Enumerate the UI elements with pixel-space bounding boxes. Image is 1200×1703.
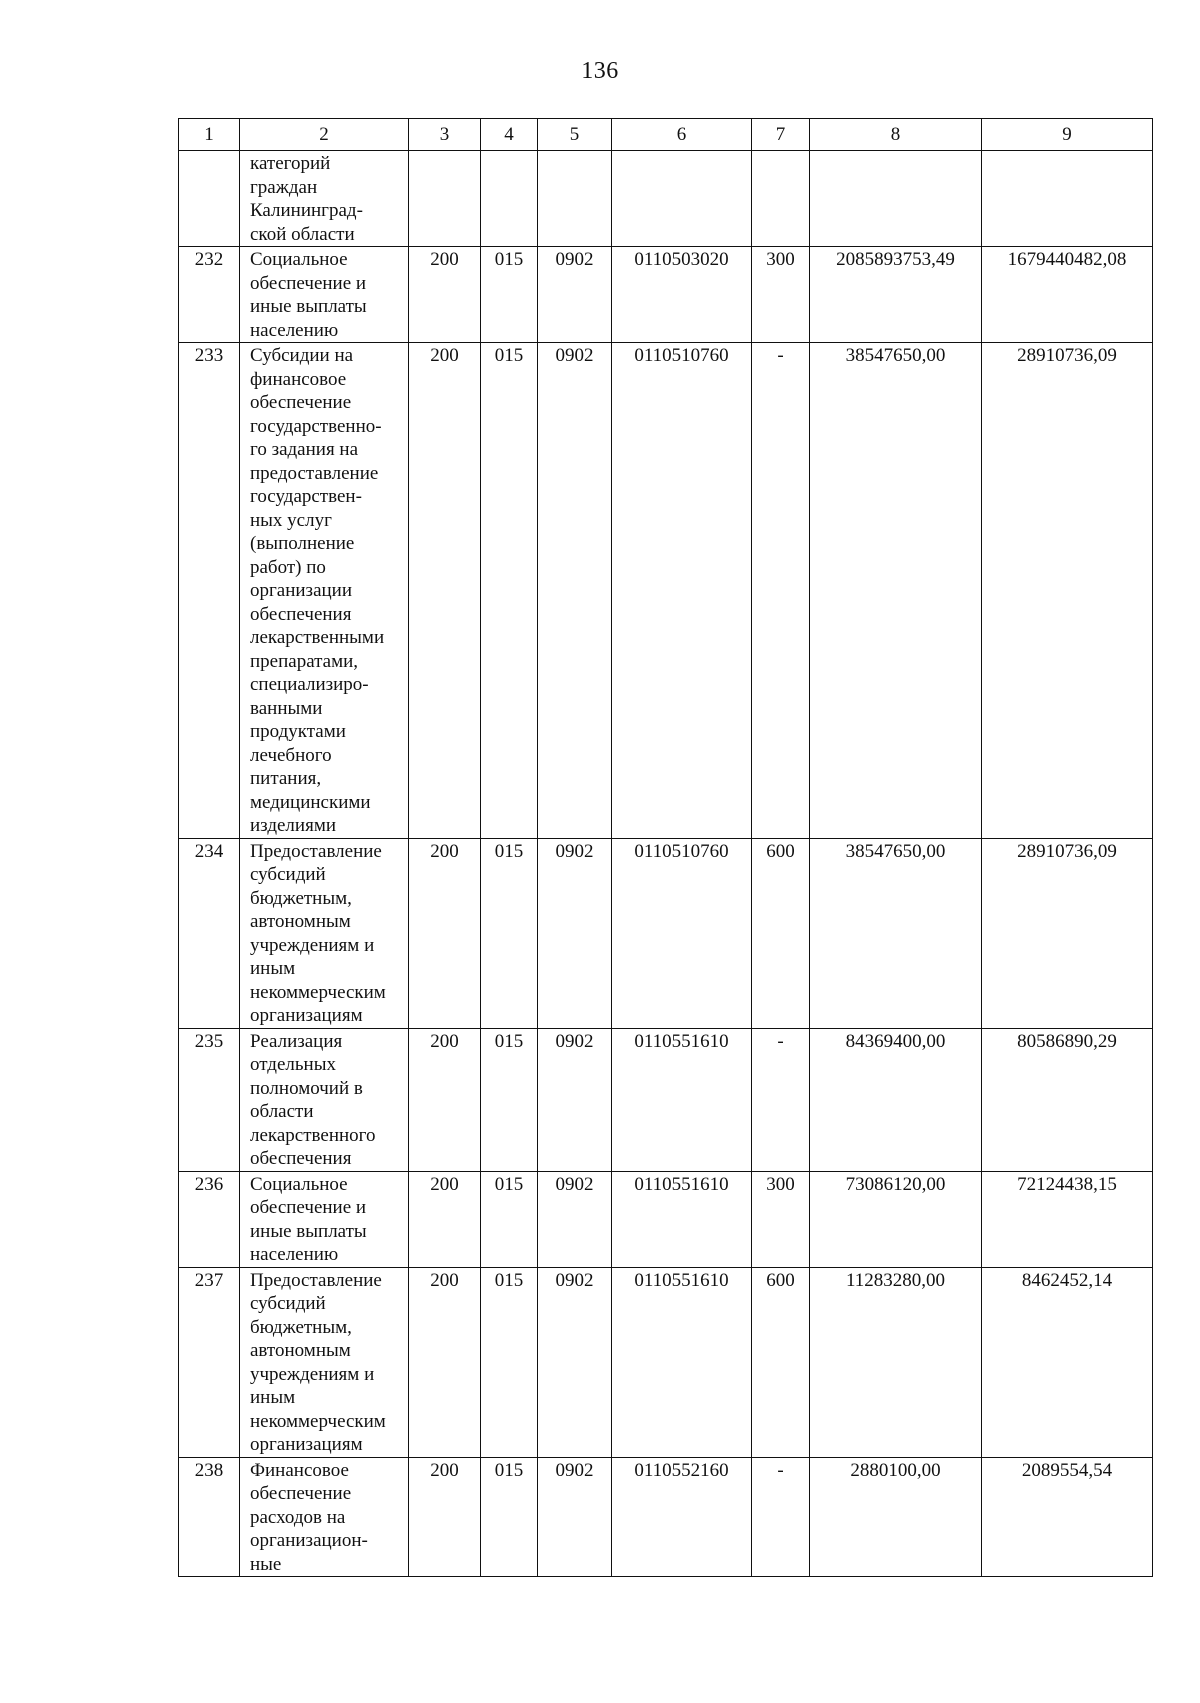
description-line: автономным — [250, 911, 351, 932]
amount-cell: 2880100,00 — [810, 1457, 982, 1577]
description-line: обеспечение и — [250, 272, 367, 294]
cell — [752, 151, 810, 247]
description-line: Субсидии на — [250, 345, 354, 366]
code-cell: 015 — [481, 1457, 538, 1577]
description-line: лекарственными — [250, 627, 385, 648]
code-cell: 0902 — [538, 1457, 612, 1577]
page-number: 136 — [581, 58, 619, 84]
description-line: некоммерческим — [250, 981, 386, 1003]
table-row — [179, 1028, 1153, 1171]
description-line: ванными — [250, 697, 323, 719]
amount-cell: 38547650,00 — [810, 343, 982, 839]
amount-cell: 73086120,00 — [810, 1171, 982, 1267]
description-line: некоммерческим — [250, 1410, 386, 1432]
column-header: 4 — [481, 119, 538, 151]
cell — [612, 151, 752, 247]
code-cell: 015 — [481, 1267, 538, 1457]
description-line: ных услуг — [250, 509, 332, 531]
description-line: го задания на — [250, 439, 359, 460]
description-line: населению — [250, 319, 339, 341]
code-cell: - — [752, 1457, 810, 1577]
description-line: Социальное — [250, 249, 348, 270]
code-cell: 0110551610 — [612, 1171, 752, 1267]
amount-cell: 84369400,00 — [810, 1028, 982, 1171]
cell — [538, 151, 612, 247]
description-line: питания, — [250, 768, 322, 789]
description-line: Реализация — [250, 1030, 343, 1052]
code-cell: 015 — [481, 838, 538, 1028]
cell — [409, 151, 481, 247]
description-line: работ) по — [250, 556, 326, 578]
description-line: (выполнение — [250, 533, 355, 554]
amount-cell: 72124438,15 — [982, 1171, 1153, 1267]
amount-cell: 11283280,00 — [810, 1267, 982, 1457]
description-line: автономным — [250, 1340, 351, 1361]
column-header: 9 — [982, 119, 1153, 151]
row-number-cell: 234 — [179, 838, 240, 1028]
cell — [982, 151, 1153, 247]
row-number-cell: 237 — [179, 1267, 240, 1457]
description-line: организации — [250, 580, 353, 601]
code-cell: 200 — [409, 1028, 481, 1171]
row-number-cell: 232 — [179, 247, 240, 343]
amount-cell: 2085893753,49 — [810, 247, 982, 343]
column-header: 2 — [240, 119, 409, 151]
table-row — [179, 1171, 1153, 1267]
code-cell: - — [752, 1028, 810, 1171]
description-line: продуктами — [250, 721, 346, 742]
amount-cell: 2089554,54 — [982, 1457, 1153, 1577]
description-line: препаратами, — [250, 650, 359, 672]
cell — [810, 151, 982, 247]
code-cell: 200 — [409, 1267, 481, 1457]
description-line: обеспечение — [250, 1483, 352, 1504]
row-number-cell: 236 — [179, 1171, 240, 1267]
code-cell: 200 — [409, 838, 481, 1028]
description-line: иные выплаты — [250, 296, 367, 317]
code-cell: 0110551610 — [612, 1028, 752, 1171]
description-cell — [240, 343, 409, 839]
code-cell: 0902 — [538, 1171, 612, 1267]
description-line: обеспечение — [250, 392, 352, 413]
description-cell — [240, 151, 409, 247]
code-cell: 0902 — [538, 1028, 612, 1171]
code-cell: 200 — [409, 247, 481, 343]
continuation-row — [179, 151, 1153, 247]
description-line: отдельных — [250, 1054, 336, 1075]
description-line: специализиро- — [250, 674, 369, 695]
amount-cell: 28910736,09 — [982, 838, 1153, 1028]
row-number-cell: 238 — [179, 1457, 240, 1577]
description-line: Калининград- — [250, 200, 363, 221]
column-header: 8 — [810, 119, 982, 151]
table-row — [179, 1267, 1153, 1457]
description-line: финансовое — [250, 368, 347, 390]
cell — [481, 151, 538, 247]
description-line: области — [250, 1101, 314, 1122]
code-cell: 015 — [481, 343, 538, 839]
budget-table — [178, 118, 1153, 1577]
description-cell — [240, 838, 409, 1028]
code-cell: 300 — [752, 247, 810, 343]
column-header: 5 — [538, 119, 612, 151]
code-cell: 600 — [752, 838, 810, 1028]
description-line: населению — [250, 1244, 339, 1265]
column-header: 6 — [612, 119, 752, 151]
code-cell: 0902 — [538, 343, 612, 839]
description-line: государствен- — [250, 486, 362, 507]
code-cell: 600 — [752, 1267, 810, 1457]
code-cell: 0110510760 — [612, 838, 752, 1028]
description-cell — [240, 247, 409, 343]
description-line: государственно- — [250, 415, 382, 437]
description-line: учреждениям и — [250, 1363, 375, 1385]
description-line: изделиями — [250, 815, 337, 836]
code-cell: 0110510760 — [612, 343, 752, 839]
column-header: 3 — [409, 119, 481, 151]
description-line: учреждениям и — [250, 934, 375, 956]
description-line: организацион- — [250, 1530, 368, 1551]
description-line: медицинскими — [250, 791, 371, 813]
code-cell: 0902 — [538, 247, 612, 343]
row-number-cell: 235 — [179, 1028, 240, 1171]
description-line: организациям — [250, 1005, 363, 1026]
description-line: организациям — [250, 1434, 363, 1455]
amount-cell: 80586890,29 — [982, 1028, 1153, 1171]
code-cell: 200 — [409, 1171, 481, 1267]
code-cell: 015 — [481, 1028, 538, 1171]
description-line: ные — [250, 1553, 282, 1575]
description-line: Предоставление — [250, 1269, 382, 1291]
amount-cell: 8462452,14 — [982, 1267, 1153, 1457]
description-line: лечебного — [250, 744, 332, 766]
description-line: расходов на — [250, 1506, 346, 1528]
description-line: бюджетным, — [250, 1316, 352, 1338]
description-line: обеспечение и — [250, 1197, 367, 1218]
code-cell: 0902 — [538, 838, 612, 1028]
amount-cell: 1679440482,08 — [982, 247, 1153, 343]
code-cell: 200 — [409, 343, 481, 839]
description-line: Социальное — [250, 1173, 348, 1195]
description-line: иные выплаты — [250, 1220, 367, 1242]
column-header: 1 — [179, 119, 240, 151]
amount-cell: 38547650,00 — [810, 838, 982, 1028]
description-cell — [240, 1028, 409, 1171]
description-cell — [240, 1171, 409, 1267]
code-cell: 300 — [752, 1171, 810, 1267]
description-line: полномочий в — [250, 1077, 363, 1099]
table-header-row — [179, 119, 1153, 151]
description-line: Предоставление — [250, 840, 382, 862]
table-row — [179, 247, 1153, 343]
description-line: граждан — [250, 176, 318, 198]
table-row — [179, 838, 1153, 1028]
code-cell: - — [752, 343, 810, 839]
description-line: предоставление — [250, 462, 379, 484]
description-line: бюджетным, — [250, 887, 352, 909]
row-number-cell: 233 — [179, 343, 240, 839]
description-line: ской области — [250, 223, 355, 245]
description-line: Финансовое — [250, 1459, 349, 1481]
description-line: обеспечения — [250, 1148, 352, 1169]
code-cell: 015 — [481, 247, 538, 343]
code-cell: 0110551610 — [612, 1267, 752, 1457]
description-line: категорий — [250, 153, 331, 174]
code-cell: 0110503020 — [612, 247, 752, 343]
table-row — [179, 1457, 1153, 1577]
description-line: субсидий — [250, 1293, 326, 1314]
column-header: 7 — [752, 119, 810, 151]
code-cell: 200 — [409, 1457, 481, 1577]
description-line: обеспечения — [250, 603, 352, 625]
code-cell: 0902 — [538, 1267, 612, 1457]
description-line: лекарственного — [250, 1124, 376, 1146]
row-number-cell — [179, 151, 240, 247]
description-line: иным — [250, 958, 296, 979]
description-line: субсидий — [250, 864, 326, 885]
amount-cell: 28910736,09 — [982, 343, 1153, 839]
description-cell — [240, 1457, 409, 1577]
description-cell — [240, 1267, 409, 1457]
code-cell: 0110552160 — [612, 1457, 752, 1577]
code-cell: 015 — [481, 1171, 538, 1267]
table-row — [179, 343, 1153, 839]
description-line: иным — [250, 1387, 296, 1408]
